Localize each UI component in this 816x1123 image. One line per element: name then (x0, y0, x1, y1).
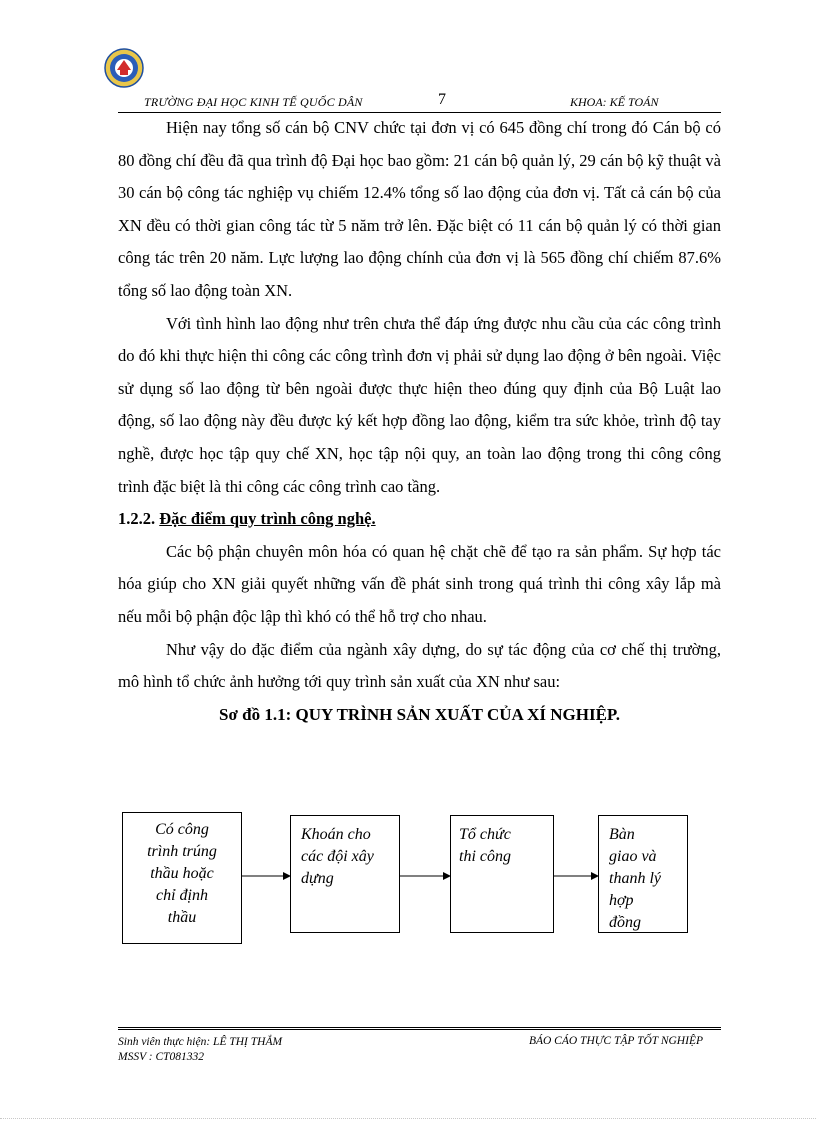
flow-step-text: thi công (459, 848, 511, 865)
diagram-title: Sơ đồ 1.1: QUY TRÌNH SẢN XUẤT CỦA XÍ NGHIỆP. (219, 704, 620, 724)
page-edge-divider (0, 1118, 816, 1119)
paragraph-specialization: Các bộ phận chuyên môn hóa có quan hệ chặt chẽ để tạo ra sản phẩm. Sự hợp tác hóa giúp cho XN giải quyết những vấn đề phát sinh trong quá trình thi công xây lắp mà nếu mỗi bộ phận độc lập thì khó có thể hỗ trợ cho nhau. (118, 541, 721, 626)
section-heading (118, 503, 721, 536)
flow-step-win-bid (122, 812, 242, 944)
flow-step-text: thầu hoặc (150, 865, 214, 882)
document-body (118, 112, 721, 731)
report-title: BÁO CÁO THỰC TẬP TỐT NGHIỆP (528, 1035, 703, 1047)
paragraph-model: Như vậy do đặc điểm của ngành xây dựng, do sự tác động của cơ chế thị trường, mô hình tổ chức ảnh hưởng tới quy trình sản xuất của XN như sau: (118, 639, 721, 692)
student-name: Sinh viên thực hiện: LÊ THỊ THẮM (118, 1036, 283, 1048)
flow-step-text: Tổ chức (459, 826, 511, 843)
flow-step-text: Có công (155, 821, 209, 838)
paragraph-external-labor: Với tình hình lao động như trên chưa thể đáp ứng được nhu cầu của các công trình do đó khi thực hiện thi công các công trình đơn vị phải sử dụng lao động ở bên ngoài. Việc sử dụng số lao động từ bên ngoài được thực hiện theo đúng quy định của Bộ Luật lao động, số lao động này đều được ký kết hợp đồng lao động, kiểm tra sức khỏe, trình độ tay nghề, được học tập quy chế XN, học tập nội quy, an toàn lao động trong thi công công trình đặc biệt là thi công các công trình cao tầng. (118, 313, 721, 496)
department-name: KHOA: KẾ TOÁN (570, 95, 659, 109)
flow-step-text: các đội xây (301, 848, 374, 865)
flow-step-text: giao và (609, 848, 657, 865)
section-number: 1.2.2. (118, 509, 156, 529)
flow-step-text: Khoán cho (301, 826, 371, 843)
flow-step-construction (450, 815, 554, 933)
page-header (118, 90, 721, 113)
page-number: 7 (438, 91, 446, 108)
flow-step-text: hợp (609, 892, 634, 909)
page-footer (118, 1027, 721, 1063)
section-title: Đặc điểm quy trình công nghệ. (159, 509, 376, 529)
footer-student-info (118, 1035, 282, 1065)
flow-step-text: đồng (609, 914, 641, 931)
flow-step-assign-teams (290, 815, 400, 933)
flow-step-handover (598, 815, 688, 933)
flow-step-text: dựng (301, 870, 334, 887)
flow-step-text: Bàn (609, 826, 635, 843)
school-name: TRƯỜNG ĐẠI HỌC KINH TẾ QUỐC DÂN (144, 95, 363, 109)
flow-step-text: trình trúng (147, 843, 217, 860)
flow-step-text: chỉ định (156, 887, 208, 904)
paragraph-workforce: Hiện nay tổng số cán bộ CNV chức tại đơn vị có 645 đồng chí trong đó Cán bộ có 80 đồng chí đều đã qua trình độ Đại học bao gồm: 21 cán bộ quản lý, 29 cán bộ kỹ thuật và 30 cán bộ công tác nghiệp vụ chiếm 12.4% tổng số lao động của đơn vị. Tất cả cán bộ của XN đều có thời gian công tác từ 5 năm trở lên. Đặc biệt có 11 cán bộ quản lý có thời gian công tác trên 20 năm. Lực lượng lao động chính của đơn vị là 565 đồng chí chiếm 87.6% tổng số lao động toàn XN. (118, 118, 721, 300)
flow-step-text: thầu (167, 909, 197, 926)
footer-rule (118, 1027, 721, 1030)
student-id: MSSV : CT081332 (118, 1051, 205, 1063)
university-logo (104, 48, 144, 88)
flow-step-text: thanh lý (609, 870, 661, 887)
